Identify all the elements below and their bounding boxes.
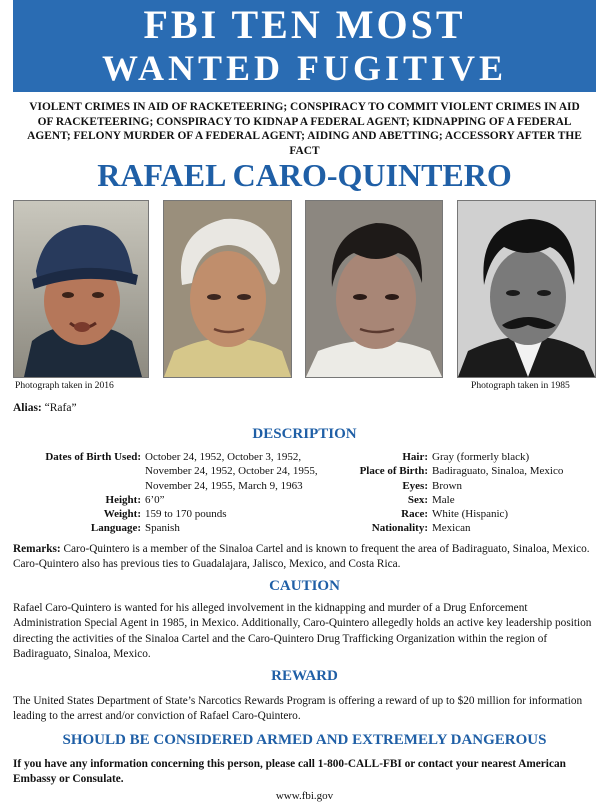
banner-title-line1: FBI TEN MOST: [143, 2, 466, 47]
desc-value: Brown: [432, 479, 462, 492]
desc-row: [340, 464, 563, 478]
desc-row: [13, 521, 318, 535]
fugitive-name: RAFAEL CARO-QUINTERO: [97, 157, 512, 193]
photo-dark-hair: [305, 200, 443, 378]
desc-label: Eyes:: [402, 479, 428, 492]
desc-label: Sex:: [407, 493, 428, 506]
desc-value: Mexican: [432, 522, 471, 535]
alias-value: “Rafa”: [44, 402, 77, 414]
photo-1985: [457, 200, 596, 378]
desc-row: [13, 479, 318, 493]
header-banner: [13, 0, 596, 92]
remarks-text: Caro-Quintero is a member of the Sinaloa Cartel and is known to frequent the area of Badiraguato, Sinaloa, Mexico. Caro-Quintero also has previous ties to Guadalajara, Jalisco, Mexico, and Costa Rica.: [13, 543, 590, 571]
desc-row: [340, 493, 563, 507]
remarks-paragraph: [13, 542, 596, 573]
desc-label: [13, 464, 145, 478]
caution-heading: CAUTION: [269, 578, 340, 594]
fbi-url[interactable]: www.fbi.gov: [275, 790, 334, 802]
remarks-label: Remarks:: [13, 543, 61, 555]
desc-label: [13, 479, 145, 493]
reward-paragraph: The United States Department of State’s Narcotics Rewards Program is offering a reward of up to $20 million for information leading to the arrest and/or conviction of Rafael Caro-Quintero.: [13, 695, 583, 723]
desc-value: November 24, 1952, October 24, 1955,: [145, 465, 318, 478]
desc-label: Height:: [105, 493, 141, 506]
alias-label: Alias:: [13, 402, 42, 414]
desc-value: Gray (formerly black): [432, 451, 530, 463]
desc-row: [340, 450, 563, 464]
desc-label: Race:: [401, 508, 428, 521]
desc-row: [13, 507, 318, 521]
desc-value: Spanish: [145, 522, 180, 535]
desc-value: 159 to 170 pounds: [145, 508, 227, 521]
desc-label: Language:: [90, 522, 141, 535]
alias-line: [13, 402, 77, 414]
desc-value: White (Hispanic): [432, 508, 509, 521]
banner-title-line2: WANTED FUGITIVE: [101, 48, 508, 88]
description-heading: DESCRIPTION: [252, 426, 357, 442]
charges-text: VIOLENT CRIMES IN AID OF RACKETEERING; CONSPIRACY TO COMMIT VIOLENT CRIMES IN AID OF RACKETEERING; CONSPIRACY TO KIDNAP A FEDERAL AGENT; KIDNAPPING OF A FEDERAL AGENT; FELONY MURDER OF A FEDERAL AGENT; AIDING AND ABETTING; ACCESSORY AFTER THE FACT: [27, 101, 582, 157]
desc-row: [13, 450, 318, 464]
photo-2016: [13, 200, 149, 378]
desc-label: Nationality:: [371, 522, 428, 535]
photo-caption-1985: Photograph taken in 1985: [471, 380, 570, 391]
desc-row: [13, 464, 318, 478]
desc-label: Hair:: [402, 451, 428, 463]
photo-white-hair: [163, 200, 292, 378]
description-left: [13, 450, 318, 536]
desc-label: Dates of Birth Used:: [45, 451, 141, 463]
reward-heading: REWARD: [271, 668, 338, 684]
desc-value: November 24, 1955, March 9, 1963: [145, 479, 303, 492]
armed-warning: SHOULD BE CONSIDERED ARMED AND EXTREMELY DANGEROUS: [62, 732, 547, 748]
desc-value: Badiraguato, Sinaloa, Mexico: [432, 465, 564, 478]
desc-label: Place of Birth:: [359, 465, 428, 478]
desc-value: 6’0”: [145, 493, 165, 506]
desc-label: Weight:: [103, 508, 141, 521]
contact-info: If you have any information concerning this person, please call 1-800-CALL-FBI or contact your nearest American Embassy or Consulate.: [13, 758, 566, 785]
photo-caption-2016: Photograph taken in 2016: [15, 380, 114, 391]
desc-row: [340, 521, 563, 535]
description-right: [340, 450, 563, 536]
desc-value: Male: [432, 493, 455, 506]
desc-row: [340, 479, 563, 493]
desc-value: October 24, 1952, October 3, 1952,: [145, 451, 302, 463]
caution-paragraph: Rafael Caro-Quintero is wanted for his alleged involvement in the kidnapping and murder of a Drug Enforcement Administration Special Agent in 1985, in Mexico. Additionally, Caro-Quintero allegedly holds an active key leadership position directing the activities of the Sinaloa Cartel and the Caro-Quintero Drug Trafficking Organization within the region of Badiraguato, Sinaloa, Mexico.: [13, 602, 592, 661]
desc-row: [13, 493, 318, 507]
desc-row: [340, 507, 563, 521]
